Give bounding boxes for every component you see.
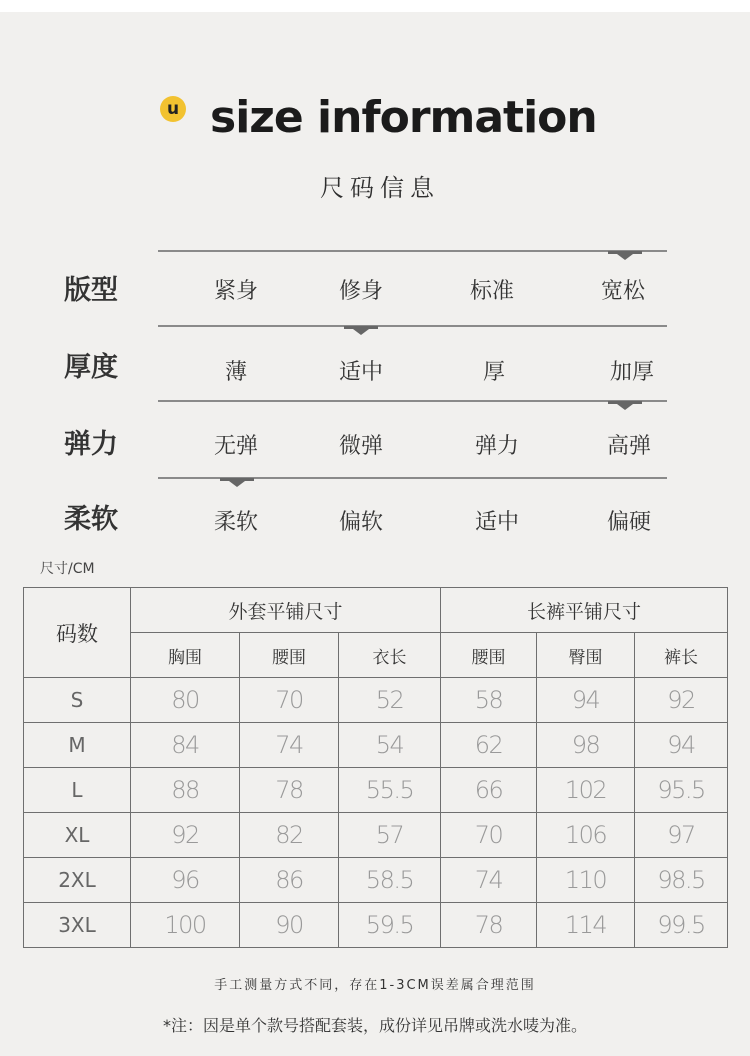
top-band bbox=[0, 0, 750, 12]
value-cell: 114 bbox=[537, 903, 635, 948]
value-cell: 98.5 bbox=[635, 858, 728, 903]
size-code-header: 码数 bbox=[24, 588, 131, 678]
value-cell: 100 bbox=[131, 903, 240, 948]
value-cell: 88 bbox=[131, 768, 240, 813]
group-header-pants: 长裤平铺尺寸 bbox=[441, 588, 728, 633]
value-cell: 84 bbox=[131, 723, 240, 768]
value-cell: 74 bbox=[240, 723, 339, 768]
value-cell: 66 bbox=[441, 768, 537, 813]
value-cell: 90 bbox=[240, 903, 339, 948]
option-softness-soft: 柔软 bbox=[213, 510, 258, 535]
option-softness-medium: 适中 bbox=[474, 510, 519, 535]
composition-note: *注：因是单个款号搭配套装，成份详见吊牌或洗水唛为准。 bbox=[162, 1016, 587, 1035]
selected-marker-stretch bbox=[608, 401, 642, 409]
value-cell: 92 bbox=[131, 813, 240, 858]
option-fit-tight: 紧身 bbox=[213, 279, 258, 304]
col-header-chest: 胸围 bbox=[131, 633, 240, 678]
option-stretch-stretch: 弹力 bbox=[474, 434, 519, 459]
value-cell: 110 bbox=[537, 858, 635, 903]
value-cell: 92 bbox=[635, 678, 728, 723]
table-row bbox=[24, 903, 728, 948]
value-cell: 58 bbox=[441, 678, 537, 723]
logo-badge bbox=[160, 96, 186, 122]
value-cell: 82 bbox=[240, 813, 339, 858]
value-cell: 78 bbox=[240, 768, 339, 813]
value-cell: 58.5 bbox=[339, 858, 441, 903]
table-row bbox=[24, 858, 728, 903]
property-label-fit: 版型 bbox=[64, 275, 118, 306]
value-cell: 80 bbox=[131, 678, 240, 723]
value-cell: 96 bbox=[131, 858, 240, 903]
option-softness-firm: 偏硬 bbox=[606, 510, 651, 535]
option-stretch-high: 高弹 bbox=[606, 434, 651, 459]
value-cell: 74 bbox=[441, 858, 537, 903]
col-header-hip: 臀围 bbox=[537, 633, 635, 678]
size-table bbox=[23, 587, 728, 948]
value-cell: 94 bbox=[537, 678, 635, 723]
value-cell: 86 bbox=[240, 858, 339, 903]
table-row bbox=[24, 813, 728, 858]
option-thickness-thin: 薄 bbox=[224, 360, 247, 385]
option-fit-standard: 标准 bbox=[469, 279, 514, 304]
value-cell: 54 bbox=[339, 723, 441, 768]
value-cell: 70 bbox=[240, 678, 339, 723]
size-cell: L bbox=[24, 768, 131, 813]
value-cell: 78 bbox=[441, 903, 537, 948]
value-cell: 52 bbox=[339, 678, 441, 723]
col-header-pants-waist: 腰围 bbox=[441, 633, 537, 678]
size-cell: M bbox=[24, 723, 131, 768]
group-header-jacket: 外套平铺尺寸 bbox=[131, 588, 441, 633]
option-stretch-slight: 微弹 bbox=[338, 434, 383, 459]
option-softness-slightly-soft: 偏软 bbox=[338, 510, 383, 535]
col-header-jacket-waist: 腰围 bbox=[240, 633, 339, 678]
selected-marker-thickness bbox=[344, 326, 378, 334]
value-cell: 55.5 bbox=[339, 768, 441, 813]
value-cell: 59.5 bbox=[339, 903, 441, 948]
col-header-jacket-length: 衣长 bbox=[339, 633, 441, 678]
table-row bbox=[24, 768, 728, 813]
option-thickness-medium: 适中 bbox=[338, 360, 383, 385]
size-cell: 2XL bbox=[24, 858, 131, 903]
logo-letter: u bbox=[166, 99, 180, 119]
option-fit-loose: 宽松 bbox=[600, 279, 645, 304]
divider-line bbox=[158, 325, 667, 327]
unit-label: 尺寸/CM bbox=[40, 561, 95, 577]
value-cell: 99.5 bbox=[635, 903, 728, 948]
value-cell: 57 bbox=[339, 813, 441, 858]
measurement-note: 手工测量方式不同，存在1-3CM误差属合理范围 bbox=[214, 978, 536, 993]
value-cell: 62 bbox=[441, 723, 537, 768]
size-cell: S bbox=[24, 678, 131, 723]
table-row bbox=[24, 678, 728, 723]
divider-line bbox=[158, 400, 667, 402]
option-stretch-none: 无弹 bbox=[213, 434, 258, 459]
selected-marker-softness bbox=[220, 478, 254, 486]
size-cell: 3XL bbox=[24, 903, 131, 948]
value-cell: 95.5 bbox=[635, 768, 728, 813]
divider-line bbox=[158, 250, 667, 252]
size-cell: XL bbox=[24, 813, 131, 858]
property-label-softness: 柔软 bbox=[64, 504, 118, 535]
selected-marker-fit bbox=[608, 251, 642, 259]
option-thickness-thick: 厚 bbox=[482, 360, 505, 385]
value-cell: 97 bbox=[635, 813, 728, 858]
option-thickness-extra-thick: 加厚 bbox=[609, 360, 654, 385]
page-title: size information bbox=[210, 92, 597, 143]
page-subtitle: 尺码信息 bbox=[320, 174, 440, 202]
property-label-stretch: 弹力 bbox=[64, 429, 118, 460]
value-cell: 98 bbox=[537, 723, 635, 768]
col-header-pants-length: 裤长 bbox=[635, 633, 728, 678]
value-cell: 94 bbox=[635, 723, 728, 768]
value-cell: 102 bbox=[537, 768, 635, 813]
value-cell: 70 bbox=[441, 813, 537, 858]
value-cell: 106 bbox=[537, 813, 635, 858]
table-row bbox=[24, 723, 728, 768]
option-fit-slim: 修身 bbox=[338, 279, 383, 304]
property-label-thickness: 厚度 bbox=[64, 352, 118, 383]
